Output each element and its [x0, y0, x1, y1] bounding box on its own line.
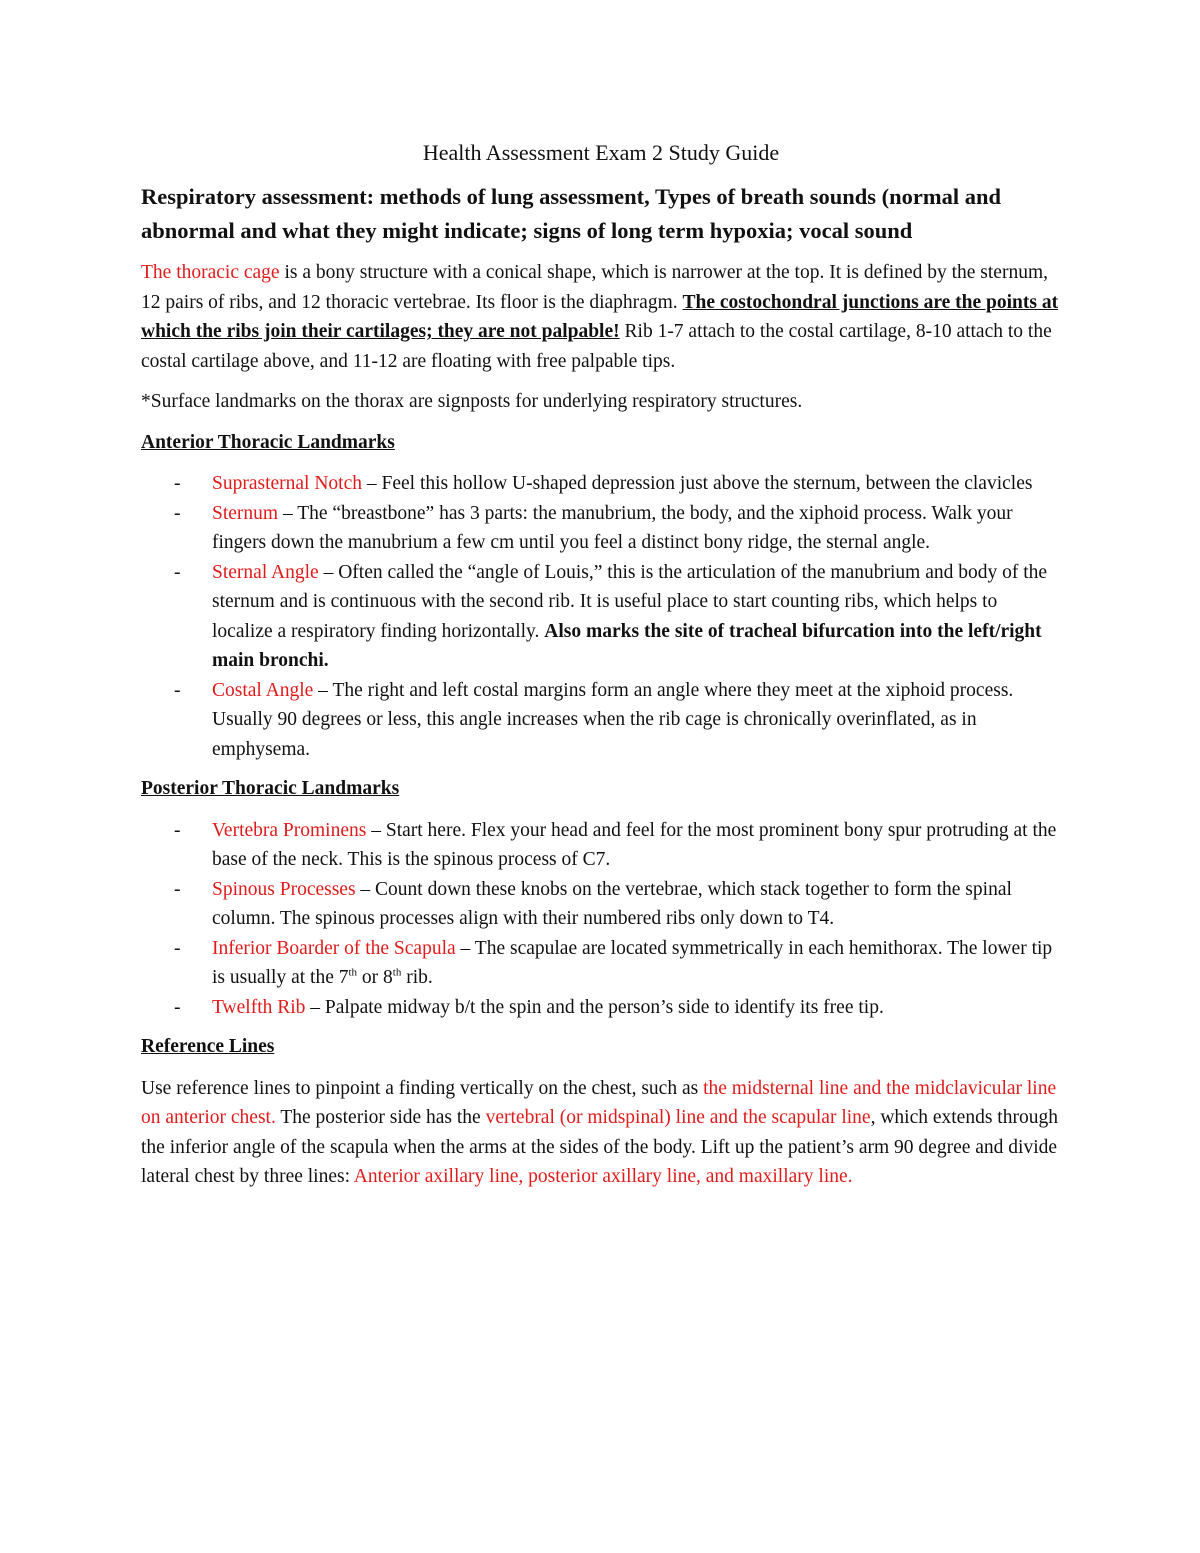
document-title: Health Assessment Exam 2 Study Guide	[422, 140, 780, 165]
term-thoracic-cage: The thoracic cage	[141, 262, 280, 284]
list-item: - Suprasternal Notch – Feel this hollow U-shaped depression just above the sternum, between the clavicles	[174, 473, 1033, 495]
list-item: - Sternum – The “breastbone” has 3 parts: the manubrium, the body, and the xiphoid process. Walk your fingers down the manubrium a few cm until you feel a distinct bony ridge, the sternal angle.	[174, 502, 1013, 554]
document-page	[141, 140, 1061, 1203]
list-item: - Spinous Processes – Count down these knobs on the vertebrae, which stack together to form the spinal column. The spinous processes align with their numbered ribs only down to T4.	[174, 878, 1012, 930]
costochondral-note: The costochondral junctions are the points at which the ribs join their cartilages; they are not palpable!	[141, 291, 1059, 343]
reference-heading: Reference Lines	[141, 1036, 275, 1058]
anterior-heading: Anterior Thoracic Landmarks	[141, 431, 395, 453]
intro-paragraph: The thoracic cage is a bony structure with a conical shape, which is narrower at the top. It is defined by the sternum, 12 pairs of ribs, and 12 thoracic vertebrae. Its floor is the diaphragm. The costochondral junctions are the points at which the ribs join their cartilages; they are not palpable! Rib 1-7 attach to the costal cartilage, 8-10 attach to the costal cartilage above, and 11-12 are floating with free palpable tips.	[141, 262, 1059, 372]
section-heading: Respiratory assessment: methods of lung assessment, Types of breath sounds (normal and abnormal and what they might indicate; signs of long term hypoxia; vocal sound	[141, 184, 1002, 244]
reference-paragraph: Use reference lines to pinpoint a finding vertically on the chest, such as the midsternal line and the midclavicular line on anterior chest. The posterior side has the vertebral (or midspinal) line and the scapular line, which extends through the inferior angle of the scapula when the arms at the sides of the body. Lift up the patient’s arm 90 degree and divide lateral chest by three lines: Anterior axillary line, posterior axillary line, and maxillary line.	[141, 1077, 1058, 1188]
list-item: - Sternal Angle – Often called the “angle of Louis,” this is the articulation of the manubrium and body of the sternum and is continuous with the second rib. It is useful place to start counting ribs, which helps to localize a respiratory finding horizontally. Also marks the site of tracheal bifurcation into the left/right main bronchi.	[174, 561, 1048, 672]
posterior-heading: Posterior Thoracic Landmarks	[141, 778, 400, 800]
list-item: - Vertebra Prominens – Start here. Flex your head and feel for the most prominent bony spur protruding at the base of the neck. This is the spinous process of C7.	[174, 819, 1057, 871]
anterior-list	[141, 469, 1061, 764]
list-item: - Inferior Boarder of the Scapula – The scapulae are located symmetrically in each hemithorax. The lower tip is usually at the 7th or 8th rib.	[174, 937, 1053, 989]
list-item: - Twelfth Rib – Palpate midway b/t the spin and the person’s side to identify its free tip.	[174, 996, 884, 1018]
posterior-list	[141, 816, 1061, 1023]
surface-note: *Surface landmarks on the thorax are signposts for underlying respiratory structures.	[141, 391, 803, 413]
list-item: - Costal Angle – The right and left costal margins form an angle where they meet at the xiphoid process. Usually 90 degrees or less, this angle increases when the rib cage is chronically overinflated, as in emphysema.	[174, 679, 1014, 760]
